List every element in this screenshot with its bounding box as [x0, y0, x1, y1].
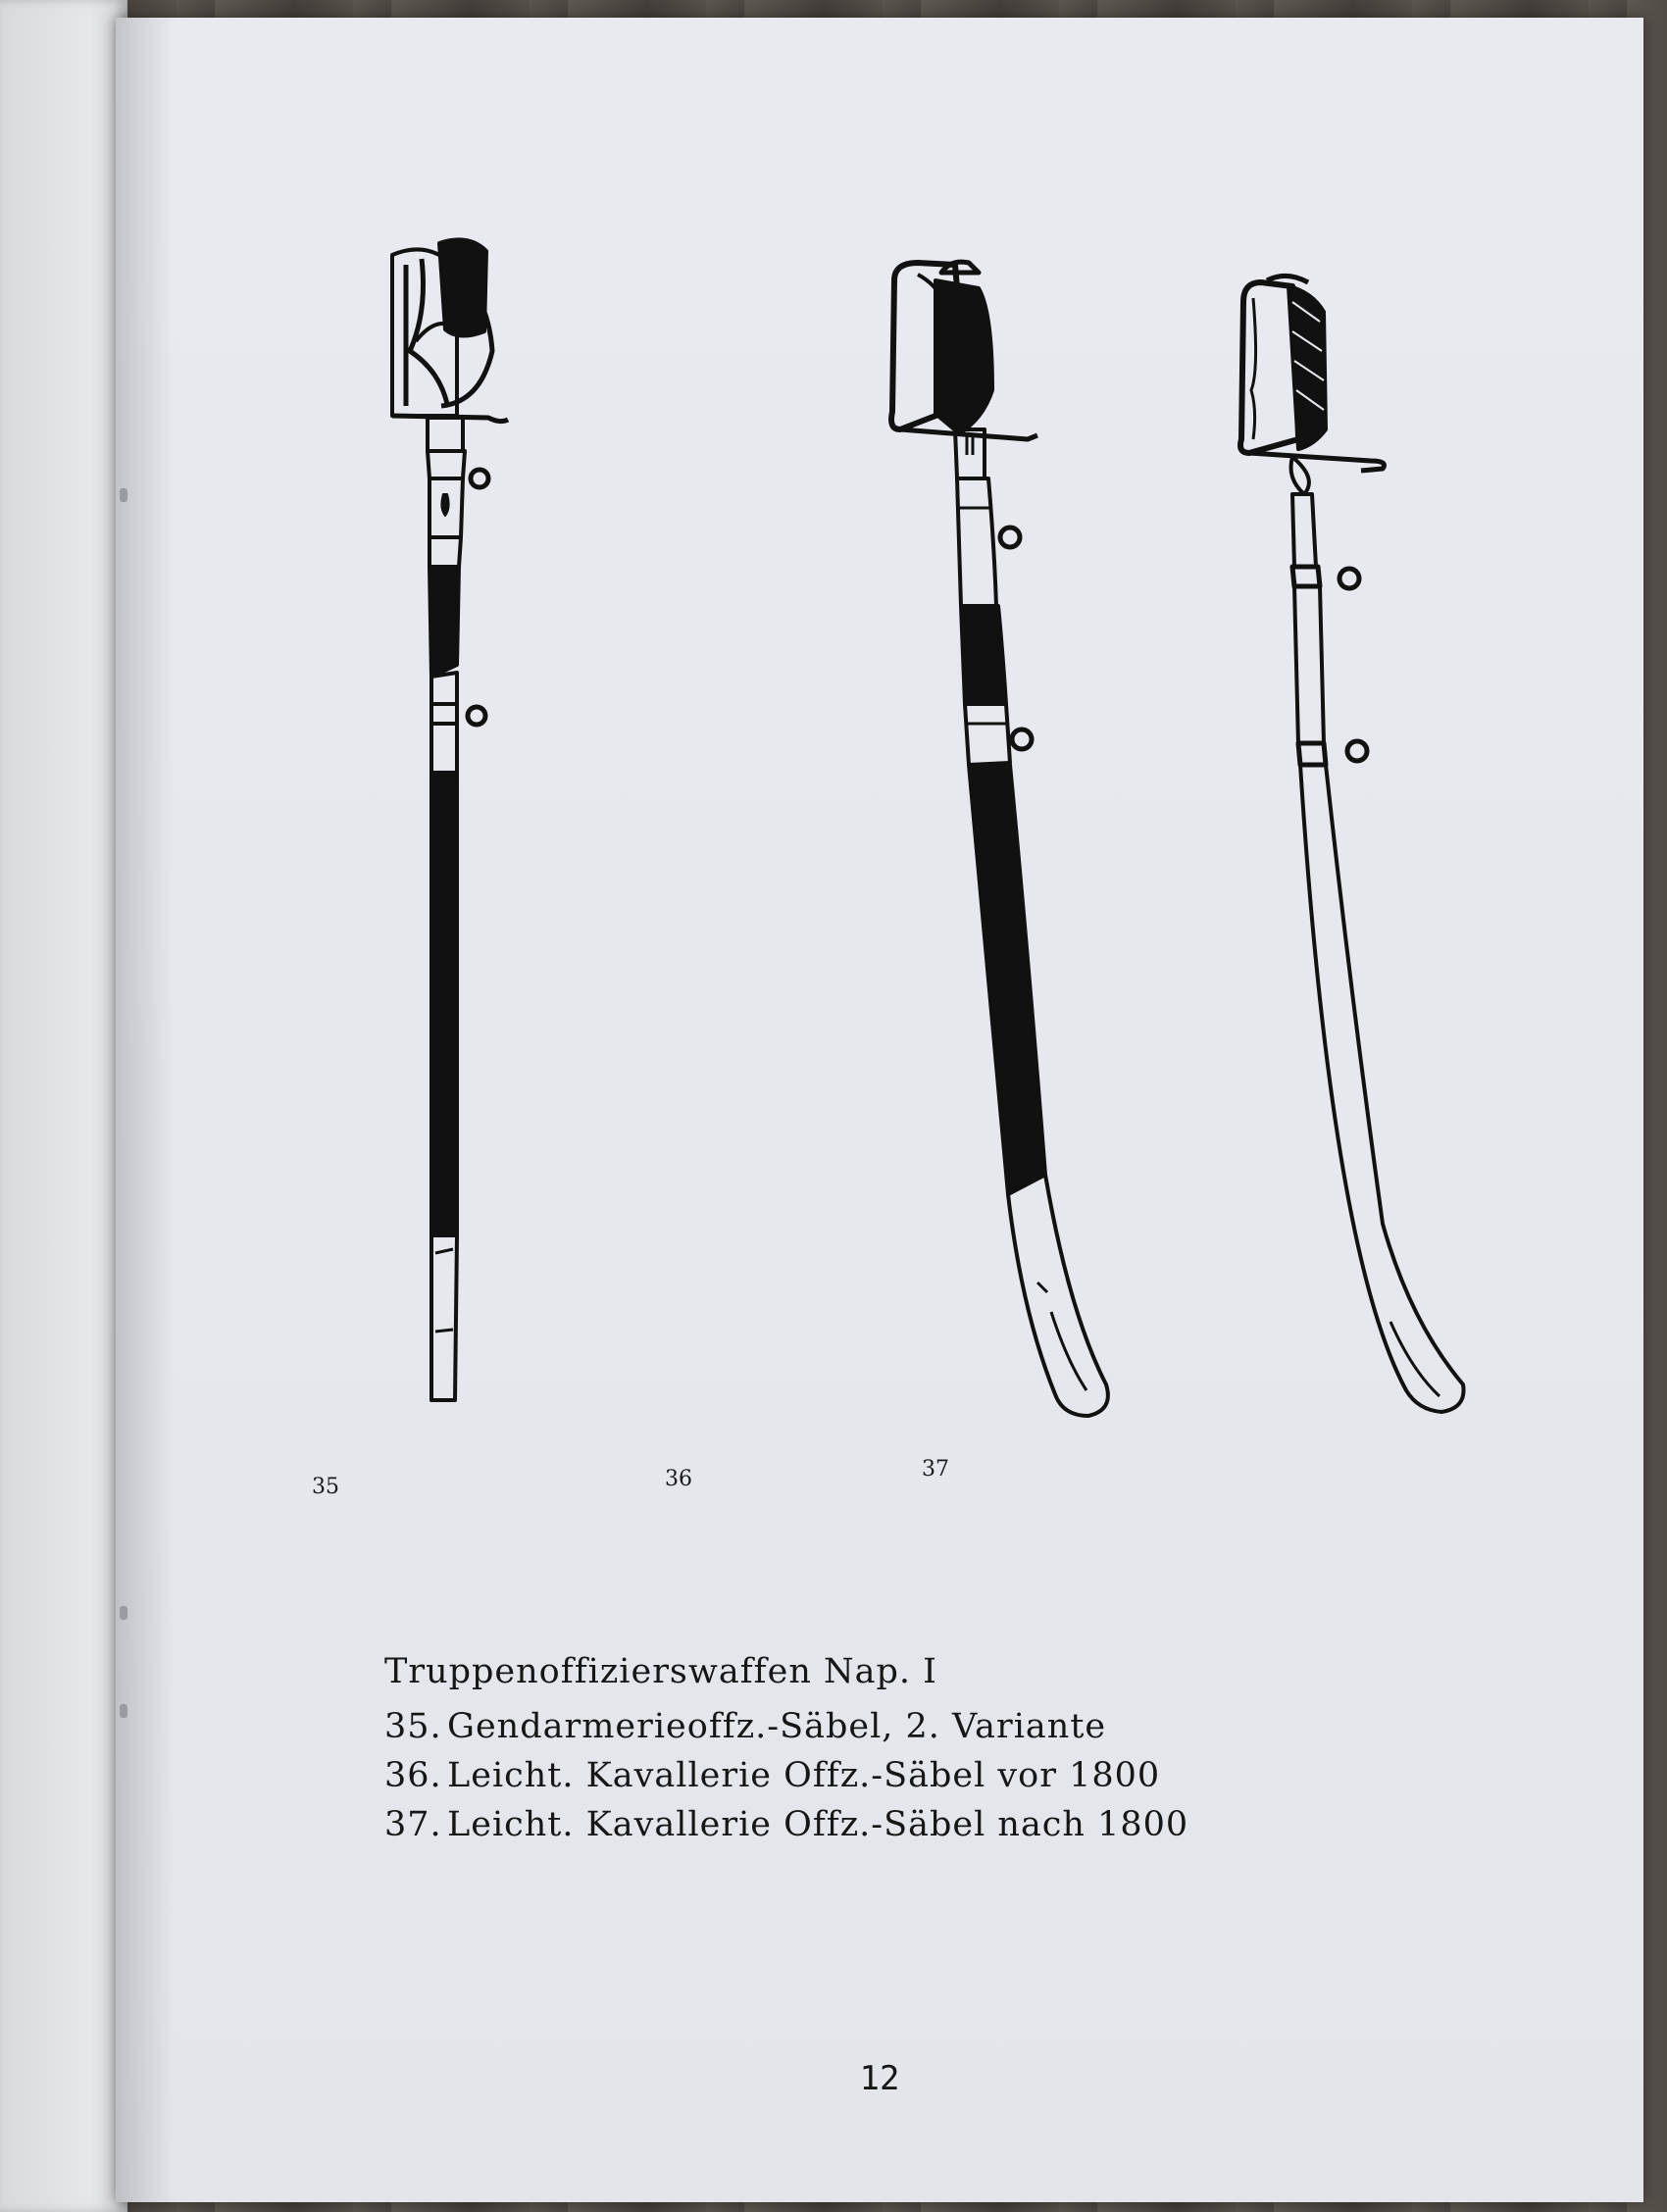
figure-number-36: 36 — [665, 1467, 692, 1491]
left-facing-page — [0, 0, 127, 2212]
caption-item — [384, 1751, 1188, 1800]
caption-item-text: Gendarmerieoffz.-Säbel, 2. Variante — [447, 1707, 1107, 1746]
caption-item-number: 35. — [384, 1707, 442, 1746]
caption-item-number: 36. — [384, 1756, 442, 1795]
caption-item-text: Leicht. Kavallerie Offz.-Säbel nach 1800 — [447, 1805, 1189, 1844]
sabre-35-illustration — [392, 239, 508, 1400]
caption-item-text: Leicht. Kavallerie Offz.-Säbel vor 1800 — [447, 1756, 1161, 1795]
sabre-drawings — [116, 18, 1643, 1586]
figure-number-35: 35 — [312, 1475, 339, 1499]
caption-item — [384, 1702, 1188, 1751]
binding-stitch — [120, 1704, 127, 1718]
book-page — [116, 18, 1643, 2202]
sabre-36-illustration — [891, 262, 1108, 1416]
figure-number-37: 37 — [922, 1457, 949, 1482]
caption-title: Truppenoffizierswaffen Nap. I — [384, 1652, 937, 1691]
caption-item-number: 37. — [384, 1805, 442, 1844]
caption-item — [384, 1800, 1188, 1849]
page-number: 12 — [859, 2059, 900, 2098]
sabre-37-illustration — [1240, 276, 1464, 1412]
caption-block — [384, 1647, 1188, 1849]
binding-stitch — [120, 1606, 127, 1620]
